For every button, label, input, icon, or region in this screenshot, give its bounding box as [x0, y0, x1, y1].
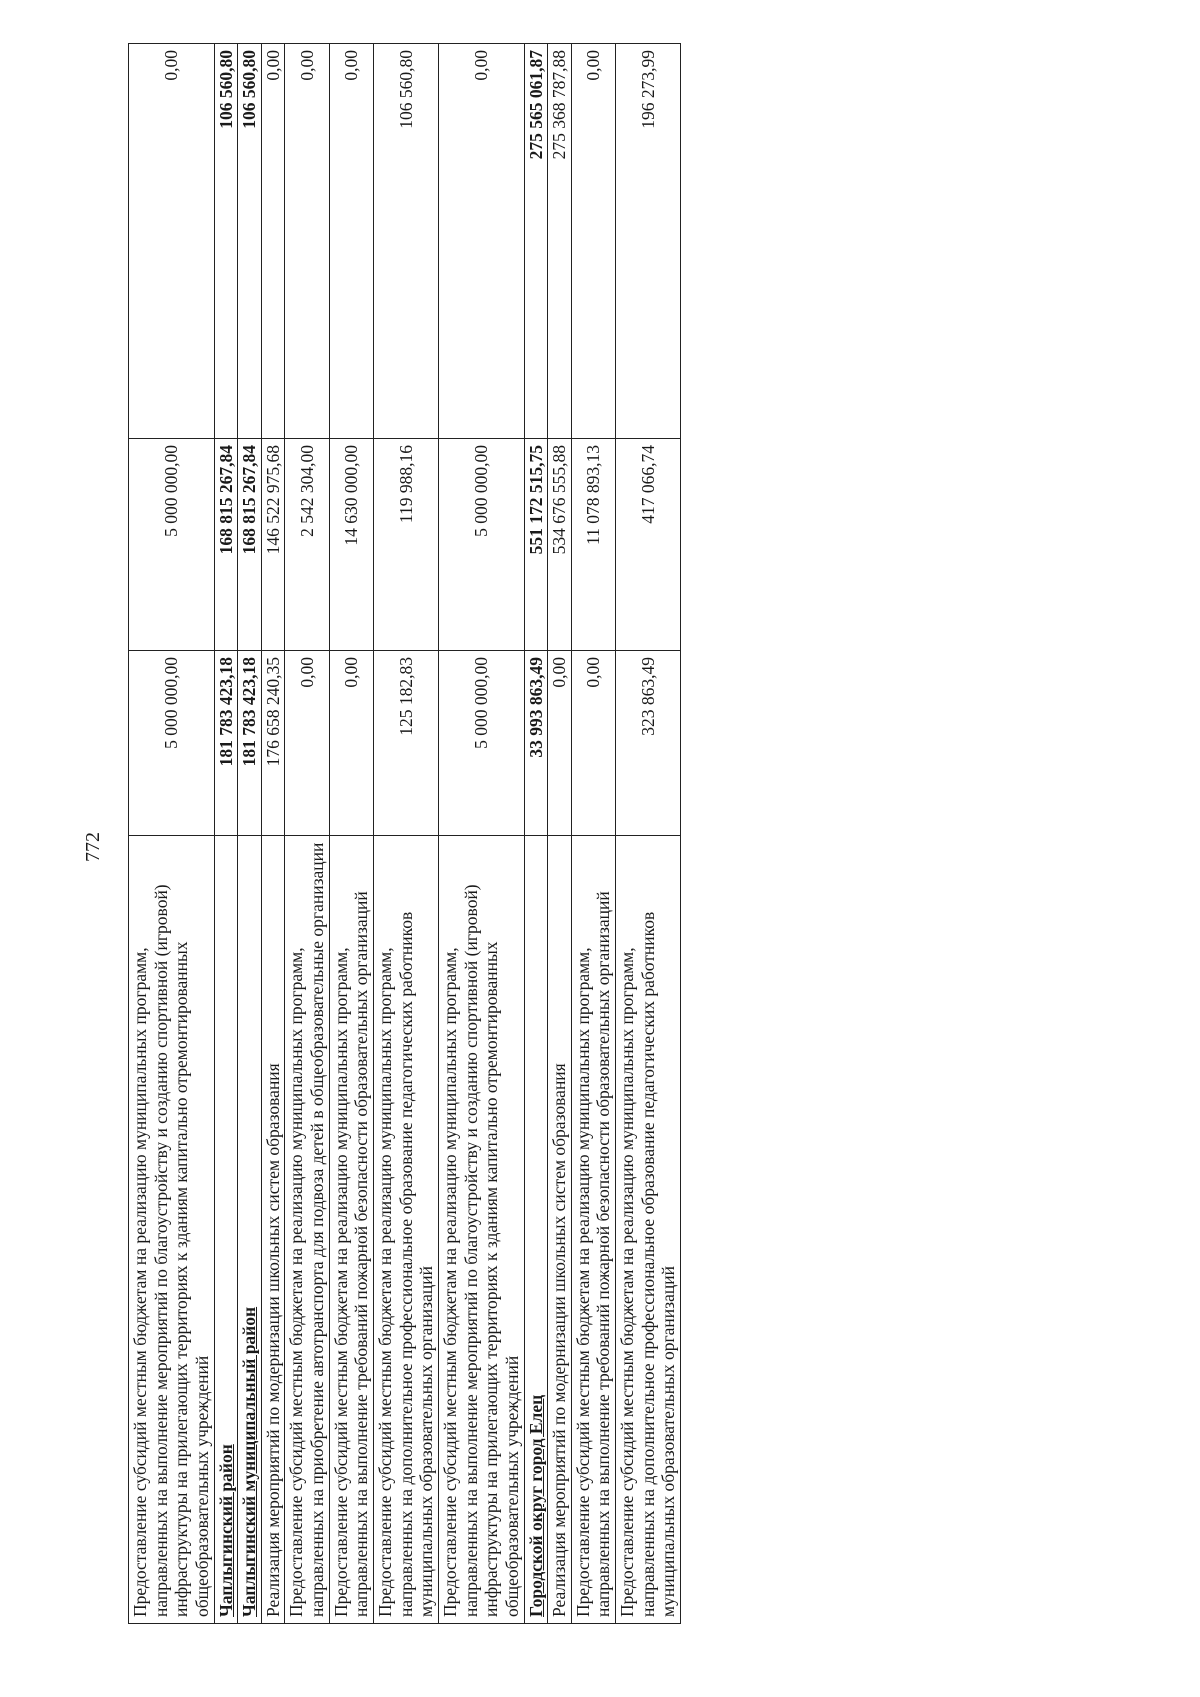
row-description: Предоставление субсидий местным бюджетам на реализацию муниципальных программ, направленных на дополнительное профессиональное образование педагогических работников муниципальных образовательных организаций	[374, 836, 439, 1624]
row-value-3: 106 560,80	[238, 44, 262, 439]
table-row-total	[214, 44, 238, 1624]
row-value-1: 125 182,83	[374, 651, 439, 836]
row-value-2: 168 815 267,84	[238, 439, 262, 651]
row-value-2: 534 676 555,88	[548, 439, 572, 651]
row-value-2: 5 000 000,00	[129, 439, 215, 651]
row-value-2: 14 630 000,00	[329, 439, 373, 651]
row-value-1: 0,00	[285, 651, 329, 836]
row-description: Предоставление субсидий местным бюджетам на реализацию муниципальных программ, направленных на выполнение мероприятий по благоустройству и созданию спортивной (игровой) инфраструктуры на прилегающих территориях к зданиям капитально отремонтированных общеобразовательных учреждений	[438, 836, 524, 1624]
row-value-3: 275 565 061,87	[524, 44, 548, 439]
row-value-1: 181 783 423,18	[214, 651, 238, 836]
row-value-3: 275 368 787,88	[548, 44, 572, 439]
row-value-3: 0,00	[438, 44, 524, 439]
row-value-1: 33 993 863,49	[524, 651, 548, 836]
row-value-2: 2 542 304,00	[285, 439, 329, 651]
subsidy-table-body	[129, 44, 681, 1624]
row-value-2: 5 000 000,00	[438, 439, 524, 651]
row-description: Предоставление субсидий местным бюджетам на реализацию муниципальных программ, направленных на выполнение требований пожарной безопасности образовательных организаций	[571, 836, 615, 1624]
row-description: Предоставление субсидий местным бюджетам на реализацию муниципальных программ, направленных на приобретение автотранспорта для подвоза детей в общеобразовательные организации	[285, 836, 329, 1624]
row-value-1: 181 783 423,18	[238, 651, 262, 836]
row-value-2: 168 815 267,84	[214, 439, 238, 651]
table-row	[261, 44, 285, 1624]
row-description: Чаплыгинский муниципальный район	[238, 836, 262, 1624]
table-row	[616, 44, 681, 1624]
row-description: Предоставление субсидий местным бюджетам на реализацию муниципальных программ, направленных на выполнение мероприятий по благоустройству и созданию спортивной (игровой) инфраструктуры на прилегающих территориях к зданиям капитально отремонтированных общеобразовательных учреждений	[129, 836, 215, 1624]
row-value-2: 551 172 515,75	[524, 439, 548, 651]
row-value-3: 196 273,99	[616, 44, 681, 439]
row-description: Реализация мероприятий по модернизации школьных систем образования	[548, 836, 572, 1624]
row-value-1: 5 000 000,00	[438, 651, 524, 836]
row-value-2: 417 066,74	[616, 439, 681, 651]
row-description: Реализация мероприятий по модернизации школьных систем образования	[261, 836, 285, 1624]
row-value-1: 0,00	[329, 651, 373, 836]
row-value-3: 0,00	[571, 44, 615, 439]
table-row	[129, 44, 215, 1624]
row-value-1: 0,00	[571, 651, 615, 836]
row-value-3: 106 560,80	[374, 44, 439, 439]
row-value-2: 146 522 975,68	[261, 439, 285, 651]
row-value-3: 106 560,80	[214, 44, 238, 439]
row-description: Предоставление субсидий местным бюджетам на реализацию муниципальных программ, направленных на дополнительное профессиональное образование педагогических работников муниципальных образовательных организаций	[616, 836, 681, 1624]
row-value-3: 0,00	[329, 44, 373, 439]
row-value-3: 0,00	[261, 44, 285, 439]
row-value-2: 11 078 893,13	[571, 439, 615, 651]
table-row	[285, 44, 329, 1624]
table-row	[438, 44, 524, 1624]
row-value-3: 0,00	[285, 44, 329, 439]
row-description: Городской округ город Елец	[524, 836, 548, 1624]
table-row	[548, 44, 572, 1624]
table-row	[374, 44, 439, 1624]
row-value-1: 0,00	[548, 651, 572, 836]
table-row	[329, 44, 373, 1624]
subsidy-table	[128, 43, 681, 1624]
table-row-total	[524, 44, 548, 1624]
table-row-total	[238, 44, 262, 1624]
row-description: Предоставление субсидий местным бюджетам на реализацию муниципальных программ, направленных на выполнение требований пожарной безопасности образовательных организаций	[329, 836, 373, 1624]
row-value-1: 176 658 240,35	[261, 651, 285, 836]
row-description: Чаплыгинский район	[214, 836, 238, 1624]
table-row	[571, 44, 615, 1624]
row-value-1: 323 863,49	[616, 651, 681, 836]
row-value-2: 119 988,16	[374, 439, 439, 651]
page-number: 772	[82, 832, 104, 862]
row-value-3: 0,00	[129, 44, 215, 439]
row-value-1: 5 000 000,00	[129, 651, 215, 836]
